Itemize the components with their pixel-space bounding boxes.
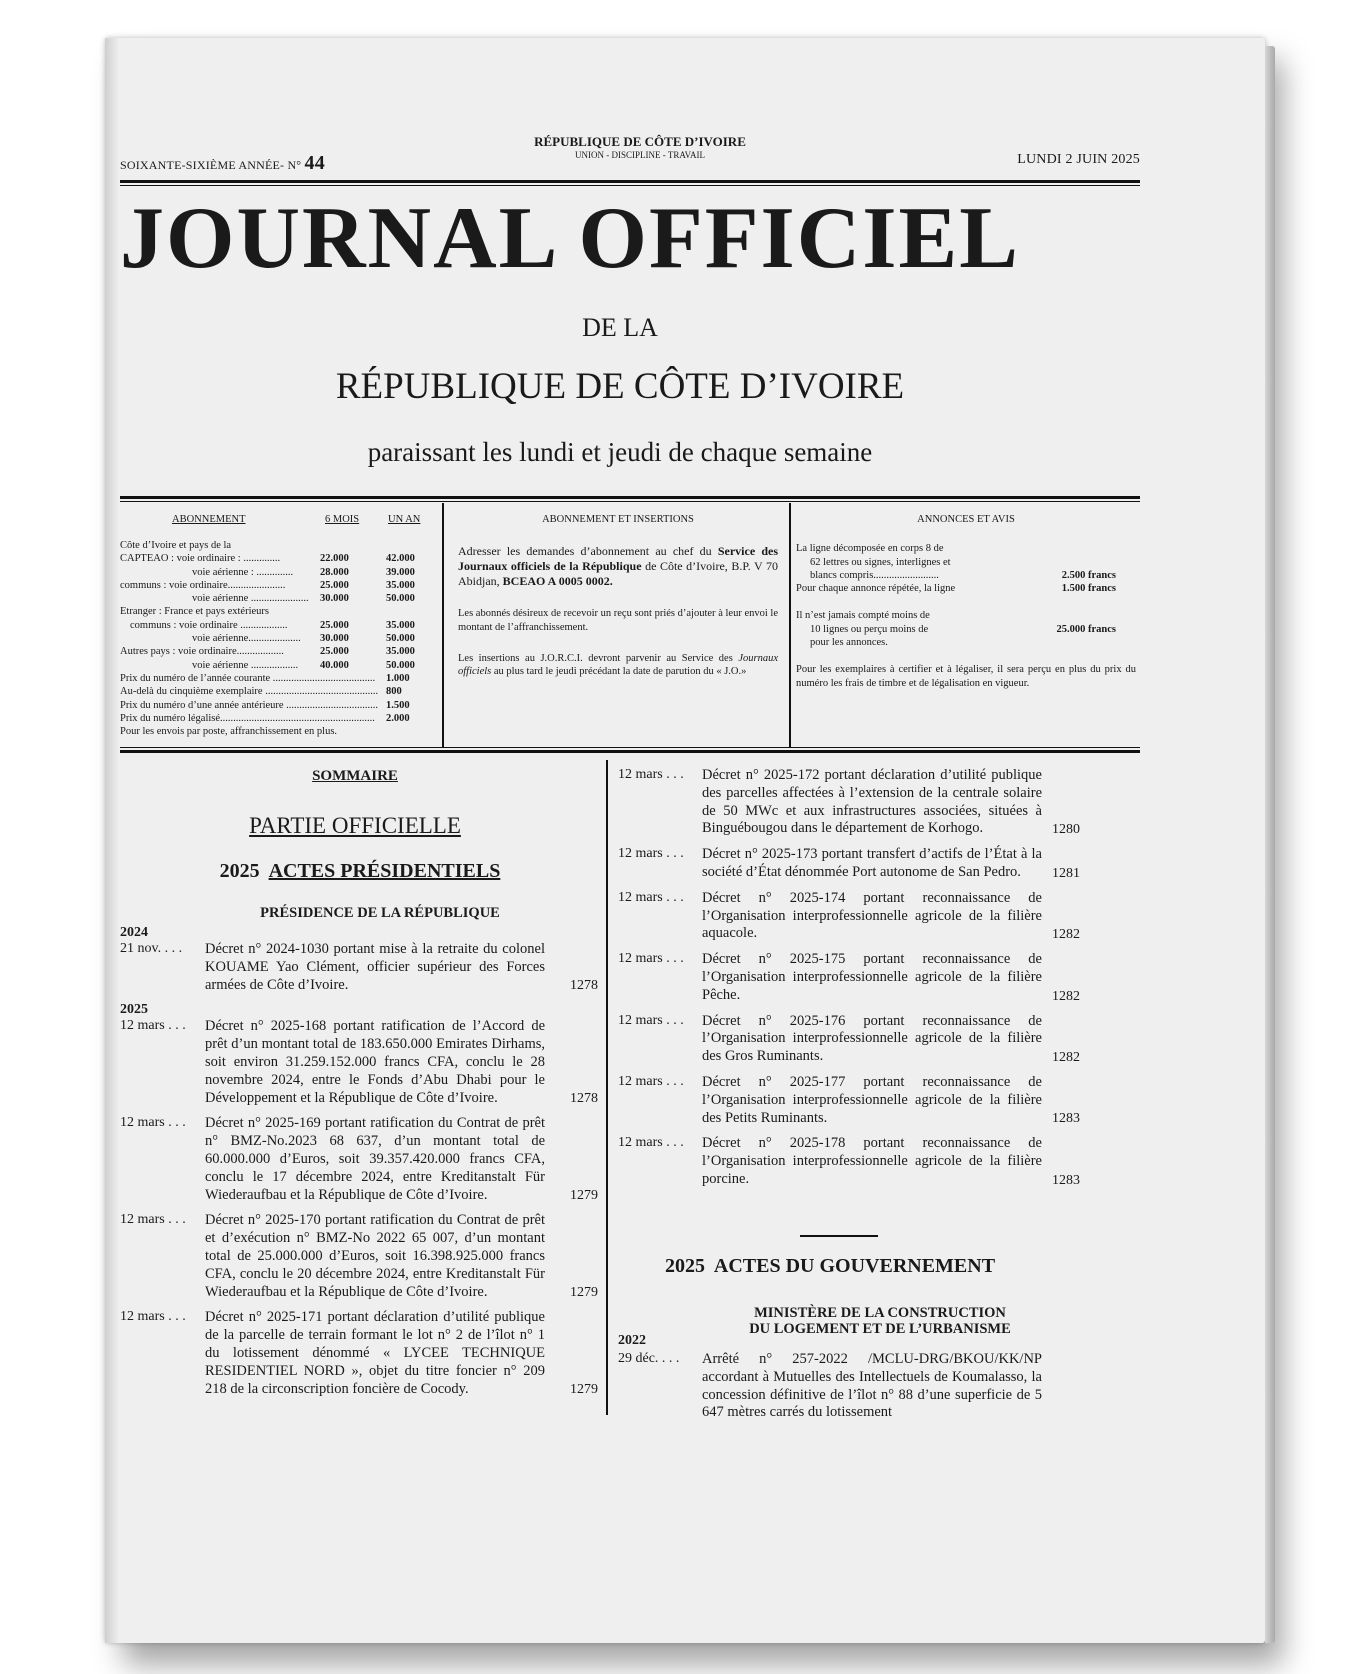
abonnement-row-6mois: 25.000: [320, 646, 349, 658]
gouv-year: 2022: [618, 1333, 646, 1348]
sommaire-entry: [618, 846, 1080, 882]
abonnement-row-1an: 50.000: [386, 593, 415, 605]
abonnement-row: [120, 539, 435, 552]
actes-gouvernement: 2025 ACTES DU GOUVERNEMENT: [665, 1255, 996, 1277]
entry-page-number: 1279: [570, 1188, 598, 1204]
sommaire-entry: [120, 1002, 598, 1107]
entry-date: 12 mars . . .: [618, 1135, 684, 1151]
de-la: DE LA: [582, 313, 658, 342]
entry-text: Décret n° 2025-175 portant reconnaissance de l’Organisation interprofessionnelle agricole de la filière Pêche.: [702, 951, 1042, 1003]
entry-date: 12 mars . . .: [120, 1018, 186, 1034]
annonces-line: 10 lignes ou perçu moins de 25.000 francs: [810, 623, 1116, 635]
gouv-entry-text: Arrêté n° 257-2022 /MCLU-DRG/BKOU/KK/NP accordant à Mutuelles des Intellectuels de Koumalasso, la concession définitive de l’îlot n° 88 d’une superficie de 5 647 mètres carrés du lotissement: [702, 1351, 1042, 1421]
abonnement-row: [120, 645, 435, 658]
sommaire-entry: [618, 951, 1080, 1004]
entry-text: Décret n° 2025-170 portant ratification du Contrat de prêt et d’exécution n° BMZ-No 2022 65 007, d’un montant total de 25.000.000 d’Euros, soit 16.398.925.000 francs CFA, conclu le 20 décembre 2024, entre Kreditanstalt Für Wiederaufbau et la République de Côte d’Ivoire.: [205, 1212, 545, 1300]
entry-date: 12 mars . . .: [120, 1309, 186, 1325]
abonnement-row-1an: 35.000: [386, 646, 415, 658]
abonnement-row-1an: 42.000: [386, 553, 415, 565]
annonces-line: Il n’est jamais compté moins de: [796, 610, 930, 622]
sommaire-title: SOMMAIRE: [312, 768, 398, 784]
abonnement-row-1an: 50.000: [386, 659, 415, 671]
sommaire-entry: [120, 1309, 598, 1398]
entry-text: Décret n° 2025-171 portant déclaration d’utilité publique de la parcelle de terrain formant le lot n° 2 de l’îlot n° 1 du lotissement dénommé « LYCEE TECHNIQUE RESIDENTIEL NORD », objet du titre foncier n° 209 218 de la circonscription foncière de Cocody.: [205, 1309, 545, 1397]
entry-date: 12 mars . . .: [618, 1012, 684, 1028]
actes-presidentiels: 2025 ACTES PRÉSIDENTIELS: [219, 860, 501, 882]
entry-text: Décret n° 2024-1030 portant mise à la retraite du colonel KOUAME Yao Clément, officier supérieur des Forces armées de Côte d’Ivoire.: [205, 941, 545, 993]
abonnement-row-1an: 35.000: [386, 579, 415, 591]
entry-date: 12 mars . . .: [618, 951, 684, 967]
motto: UNION - DISCIPLINE - TRAVAIL: [575, 150, 705, 160]
abonnement-row-1an: 1.000: [386, 672, 410, 684]
section-separator: [800, 1235, 878, 1237]
abonnement-row-6mois: 40.000: [320, 659, 349, 671]
abonnement-row: [120, 659, 435, 672]
box-bottom-rule-thin: [120, 747, 1140, 748]
abonnement-row-label: Pour les envois par poste, affranchissement en plus.: [120, 726, 338, 738]
entry-text: Décret n° 2025-172 portant déclaration d’utilité publique des parcelles affectées à l’extension de la centrale solaire de 50 MWc et aux infrastructures associées, situées à Binguébougou dans le département de Korhogo.: [702, 767, 1042, 837]
entry-page-number: 1278: [570, 978, 598, 994]
sommaire-entry: [618, 890, 1080, 943]
abonnement-row-label: voie aérienne ..................: [192, 659, 299, 671]
entry-text: Décret n° 2025-174 portant reconnaissance de l’Organisation interprofessionnelle agricole de la filière aquacole.: [702, 889, 1042, 942]
insertions-p2: Les abonnés désireux de recevoir un reçu sont priés d’ajouter à leur envoi le montant de l’affranchissement.: [458, 608, 778, 633]
abonnement-row-1an: 2.000: [386, 712, 410, 724]
gouv-date: 29 déc. . . .: [618, 1351, 680, 1366]
entry-date: 12 mars . . .: [618, 846, 684, 862]
abonnement-row-1an: 35.000: [386, 619, 415, 631]
annonces-line: blancs compris......................... 2.500 francs: [810, 569, 1116, 581]
entry-page-number: 1283: [1052, 1111, 1080, 1127]
annonces-line: pour les annonces.: [810, 637, 888, 649]
insertions-p3: Les insertions au J.O.R.C.I. devront parvenir au Service des Journaux officiels au plus tard le jeudi précédant la date de parution du « J.O.»: [458, 652, 779, 678]
abonnement-row: [120, 699, 435, 712]
abonnement-row: [120, 632, 435, 645]
abonnement-box: [120, 513, 435, 738]
abonnement-row: [120, 605, 435, 618]
entry-text: Décret n° 2025-177 portant reconnaissance de l’Organisation interprofessionnelle agricole de la filière des Petits Ruminants.: [702, 1073, 1042, 1126]
entry-year: 2024: [120, 925, 148, 940]
box-divider-2: [789, 503, 791, 747]
sommaire-entry: [618, 1135, 1080, 1188]
sommaire-entry: [618, 767, 1080, 838]
entry-date: 12 mars . . .: [120, 1115, 186, 1131]
abonnement-row-label: CAPTEAO : voie ordinaire : ..............: [120, 553, 281, 565]
entry-page-number: 1278: [570, 1091, 598, 1107]
abonnement-row-6mois: 25.000: [320, 619, 349, 631]
abonnement-row-6mois: 22.000: [320, 553, 349, 565]
entry-date: 12 mars . . .: [120, 1212, 186, 1228]
col-6mois: 6 MOIS: [325, 514, 360, 525]
entry-page-number: 1279: [570, 1382, 598, 1398]
abonnement-row-label: communs : voie ordinaire......................: [120, 579, 286, 591]
annonces-box: [796, 513, 1136, 690]
abonnement-row: [120, 592, 435, 605]
entry-page-number: 1283: [1052, 1172, 1080, 1188]
abonnement-row-label: voie aérienne....................: [192, 633, 301, 645]
abonnement-row: [120, 566, 435, 579]
abonnement-row: [120, 712, 435, 725]
sommaire-entry: [120, 1115, 598, 1204]
partie-officielle: PARTIE OFFICIELLE: [249, 813, 461, 838]
country-title: RÉPUBLIQUE DE CÔTE D’IVOIRE: [335, 366, 905, 407]
frequency: paraissant les lundi et jeudi de chaque semaine: [367, 437, 873, 467]
entry-date: 12 mars . . .: [618, 1073, 684, 1089]
abonnement-row-1an: 800: [386, 686, 402, 698]
abonnement-row-1an: 50.000: [386, 633, 415, 645]
entry-date: 12 mars . . .: [618, 767, 684, 782]
sommaire-right-column: [618, 767, 1080, 1197]
year-label: SOIXANTE-SIXIÈME ANNÉE- N°: [120, 158, 302, 172]
entry-page-number: 1281: [1052, 865, 1080, 881]
issue-date: LUNDI 2 JUIN 2025: [1017, 152, 1140, 167]
column-divider: [606, 760, 608, 1415]
annonces-line: 62 lettres ou signes, interlignes et: [810, 556, 951, 568]
col-1an: UN AN: [388, 514, 421, 525]
abonnement-row-6mois: 30.000: [320, 593, 349, 605]
entry-page-number: 1280: [1052, 822, 1080, 838]
abonnement-row-1an: 1.500: [386, 699, 410, 711]
abonnement-row-label: communs : voie ordinaire ..................: [130, 619, 288, 631]
presidence-heading: PRÉSIDENCE DE LA RÉPUBLIQUE: [260, 905, 500, 921]
entry-text: Décret n° 2025-168 portant ratification de l’Accord de prêt d’un montant total de 183.650.000 Emirates Dirhams, soit environ 31.259.152.000 francs CFA, conclu le 28 novembre 2024, entre le Fonds d’Abu Dhabi pour le Développement et la République de Côte d’Ivoire.: [205, 1018, 545, 1106]
annonces-line: Pour les exemplaires à certifier et à légaliser, il sera perçu en plus du prix du numéro les frais de timbre et de légalisation en vigueur.: [796, 664, 1136, 689]
issue-number: 44: [304, 152, 325, 174]
abonnement-row-6mois: 25.000: [320, 579, 349, 591]
abonnement-row-label: Prix du numéro d’une année antérieure ...................................: [120, 699, 379, 711]
sommaire-entry: [120, 1212, 598, 1301]
abonnement-row: [120, 579, 435, 592]
abonnement-row-6mois: 30.000: [320, 633, 349, 645]
box-bottom-rule: [120, 750, 1140, 753]
issue-line: [120, 152, 325, 175]
annonces-title: ANNONCES ET AVIS: [917, 514, 1015, 525]
abonnement-row-label: Prix du numéro légalisé...........................................................: [120, 712, 375, 724]
republic-header: [480, 134, 800, 160]
top-rule-thin: [120, 185, 1140, 186]
box-top-rule-thin: [120, 501, 1140, 502]
sommaire-left-column: [120, 925, 598, 1406]
insertions-p1: Adresser les demandes d’abonnement au chef du Service des Journaux officiels de la République de Côte d’Ivoire, B.P. V 70 Abidjan, BCEAO A 0005 0002.: [458, 544, 779, 589]
entry-text: Décret n° 2025-178 portant reconnaissance de l’Organisation interprofessionnelle agricole de la filière porcine.: [702, 1135, 1042, 1187]
abonnement-rows: [120, 539, 435, 738]
entry-text: Décret n° 2025-173 portant transfert d’actifs de l’État à la société d’État dénommée Port autonome de San Pedro.: [702, 846, 1042, 880]
abonnement-row: [120, 619, 435, 632]
abonnement-row-1an: 39.000: [386, 566, 415, 578]
entry-page-number: 1282: [1052, 988, 1080, 1004]
abonnement-row-6mois: 28.000: [320, 566, 349, 578]
entry-text: Décret n° 2025-169 portant ratification du Contrat de prêt n° BMZ-No.2023 68 637, d’un montant total de 60.000.000 d’Euros, soit 39.357.420.000 francs CFA, conclu le 17 décembre 2024, entre Kreditanstalt Für Wiederaufbau et la République de Côte d’Ivoire.: [205, 1115, 545, 1203]
box-divider-1: [442, 503, 444, 747]
entry-page-number: 1282: [1052, 927, 1080, 943]
entry-text: Décret n° 2025-176 portant reconnaissance de l’Organisation interprofessionnelle agricole de la filière des Gros Ruminants.: [702, 1012, 1042, 1065]
annonces-line: La ligne décomposée en corps 8 de: [796, 543, 944, 555]
abonnement-row-label: voie aérienne : ..............: [192, 566, 294, 578]
entry-date: 12 mars . . .: [618, 889, 684, 905]
abonnement-row-label: Autres pays : voie ordinaire..................: [120, 646, 284, 658]
top-rule: [120, 180, 1140, 183]
abonnement-row: [120, 725, 435, 738]
abonnement-row-label: Etranger : France et pays extérieurs: [120, 606, 269, 618]
abonnement-row-label: Prix du numéro de l’année courante .......................................: [120, 672, 376, 684]
sommaire-entry: [120, 925, 598, 994]
annonces-line: Pour chaque annonce répétée, la ligne 1.500 francs: [796, 583, 1116, 595]
insertions-title: ABONNEMENT ET INSERTIONS: [542, 514, 694, 525]
journal-title: JOURNAL OFFICIEL: [120, 190, 1020, 287]
abonnement-row-label: Au-delà du cinquième exemplaire ...........................................: [120, 686, 379, 698]
insertions-box: [458, 513, 778, 678]
entry-page-number: 1282: [1052, 1049, 1080, 1065]
abonnement-row: [120, 672, 435, 685]
entry-year: 2025: [120, 1002, 148, 1018]
republic-name: RÉPUBLIQUE DE CÔTE D’IVOIRE: [534, 134, 746, 149]
abonnement-row: [120, 552, 435, 565]
box-top-rule: [120, 496, 1140, 499]
abonnement-title: ABONNEMENT: [172, 514, 246, 525]
abonnement-row-label: voie aérienne ......................: [192, 593, 309, 605]
abonnement-row-label: Côte d’Ivoire et pays de la: [120, 540, 232, 551]
entry-date: 21 nov. . . .: [120, 941, 183, 956]
abonnement-row: [120, 685, 435, 698]
sommaire-entry: [618, 1074, 1080, 1127]
entry-page-number: 1279: [570, 1285, 598, 1301]
ministere-heading: MINISTÈRE DE LA CONSTRUCTION DU LOGEMENT ET DE L’URBANISME: [749, 1305, 1011, 1337]
sommaire-entry: [618, 1013, 1080, 1066]
